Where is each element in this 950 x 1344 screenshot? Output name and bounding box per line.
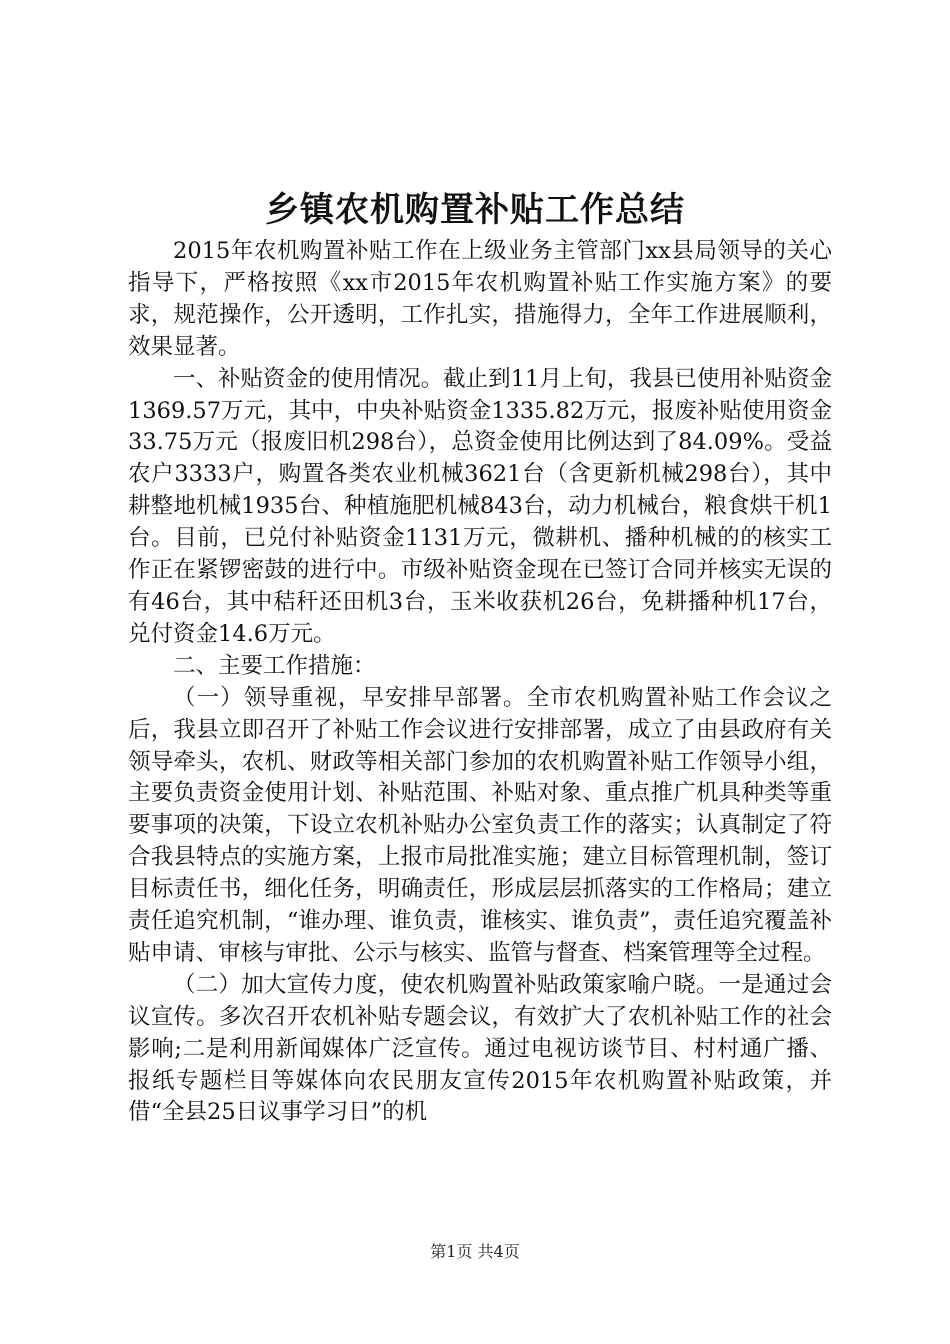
page-footer: 第1页 共4页 xyxy=(430,1242,520,1261)
paragraph-publicity: （二）加大宣传力度，使农机购置补贴政策家喻户晓。一是通过会议宣传。多次召开农机补贴专题会议，有效扩大了农机补贴工作的社会影响;二是利用新闻媒体广泛宣传。通过电视访谈节目、村村通广播、报纸专题栏目等媒体向农民朋友宣传2015年农机购置补贴政策，并借“全县25日议事学习日”的机 xyxy=(128,971,832,1126)
document-title: 乡镇农机购置补贴工作总结 xyxy=(265,190,685,230)
paragraph-leadership: （一）领导重视，早安排早部署。全市农机购置补贴工作会议之后，我县立即召开了补贴工作会议进行安排部署，成立了由县政府有关领导牵头，农机、财政等相关部门参加的农机购置补贴工作领导小组，主要负责资金使用计划、补贴范围、补贴对象、重点推广机具种类等重要事项的决策，下设立农机补贴办公室负责工作的落实；认真制定了符合我县特点的实施方案，上报市局批准实施；建立目标管理机制，签订目标责任书，细化任务，明确责任，形成层层抓落实的工作格局；建立责任追究机制，“谁办理、谁负责，谁核实、谁负责”，责任追究覆盖补贴申请、审核与审批、公示与核实、监管与督查、档案管理等全过程。 xyxy=(128,684,832,966)
paragraph-section-heading: 二、主要工作措施： xyxy=(173,652,376,679)
paragraph-intro: 2015年农机购置补贴工作在上级业务主管部门xx县局领导的关心指导下，严格按照《xx市2015年农机购置补贴工作实施方案》的要求，规范操作，公开透明，工作扎实，措施得力，全年工作进展顺利，效果显著。 xyxy=(128,238,832,360)
paragraph-subsidy-usage: 一、补贴资金的使用情况。截止到11月上旬，我县已使用补贴资金1369.57万元，其中，中央补贴资金1335.82万元，报废补贴使用资金33.75万元（报废旧机298台），总资金使用比例达到了84.09%。受益农户3333户，购置各类农业机械3621台（含更新机械298台），其中耕整地机械1935台、种植施肥机械843台，动力机械台，粮食烘干机1台。目前，已兑付补贴资金1131万元，微耕机、播种机械的的核实工作正在紧锣密鼓的进行中。市级补贴资金现在已签订合同并核实无误的有46台，其中秸秆还田机3台，玉米收获机26台，免耕播种机17台，兑付资金14.6万元。 xyxy=(128,365,832,647)
document-body xyxy=(128,236,832,1129)
